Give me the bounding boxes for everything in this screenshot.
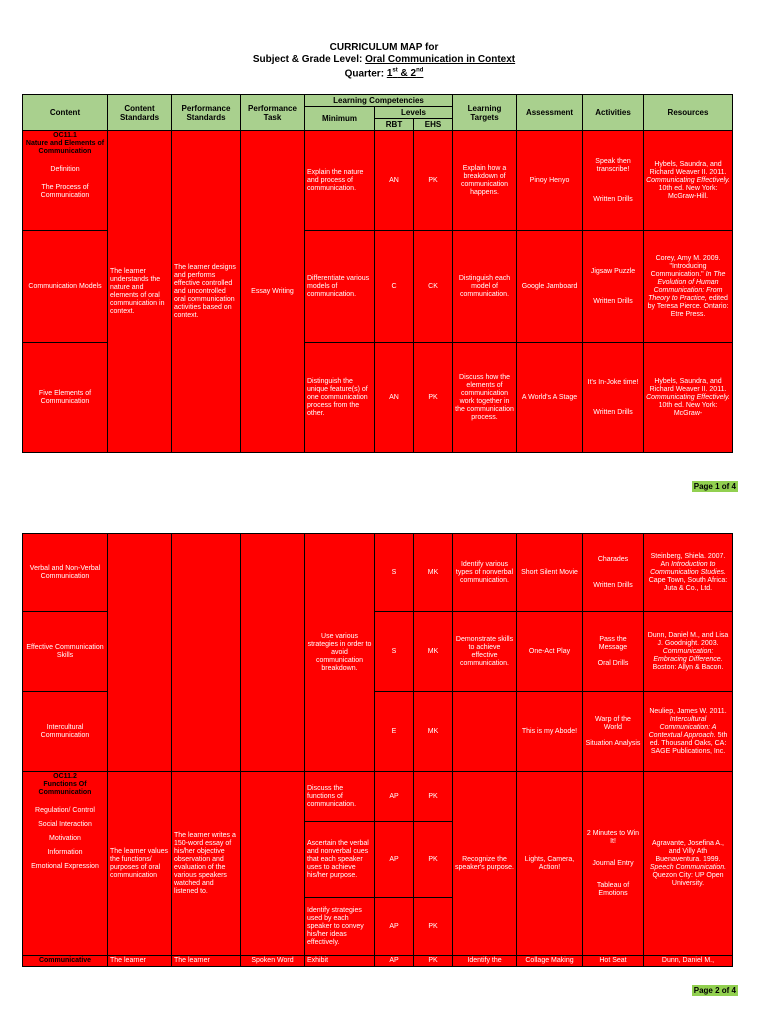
content-title: Communicative — [38, 957, 92, 964]
resource-text: Dunn, Daniel M., and Lisa J. Goodnight. 2003. — [647, 631, 729, 647]
target-cell: Distinguish each model of communication. — [453, 231, 517, 343]
rbt-cell: C — [375, 231, 414, 343]
col-learning-targets: Learning Targets — [453, 95, 517, 131]
content-cell — [23, 956, 108, 967]
content-code: OC11.1 — [53, 132, 77, 139]
resource-text: 5th ed. Thousand Oaks, CA: SAGE Publications, Inc. — [649, 731, 728, 755]
activity: Written Drills — [593, 195, 633, 203]
activities-cell — [583, 231, 644, 343]
resources-cell — [644, 343, 733, 453]
col-levels: Levels — [375, 107, 453, 119]
resource-text: Steinberg, Shiela. 2007. An — [650, 552, 726, 568]
ehs-cell: CK — [414, 231, 453, 343]
target-cell — [453, 692, 517, 772]
resource-title: Speech Communication. — [649, 863, 727, 871]
minimum-cell: Exhibit — [305, 956, 375, 967]
col-ehs: EHS — [414, 119, 453, 131]
resources-cell — [644, 772, 733, 956]
rbt-cell: AP — [375, 822, 414, 898]
content-code: OC11.2 — [53, 773, 77, 780]
content-standard-cell: The learner — [108, 956, 172, 967]
col-content-standards: Content Standards — [108, 95, 172, 131]
minimum-cell: Ascertain the verbal and nonverbal cues that each speaker uses to achieve his/her purpose. — [305, 822, 375, 898]
assessment-cell: Short Silent Movie — [517, 534, 583, 612]
content-item: Information — [47, 849, 83, 856]
target-cell: Identify the — [453, 956, 517, 967]
quarter-label: Quarter: — [344, 68, 387, 80]
resource-text: 10th ed. New York: McGraw- — [658, 401, 718, 417]
rbt-cell: AN — [375, 343, 414, 453]
col-activities: Activities — [583, 95, 644, 131]
resource-text: Agravante, Josefina A., and Villy Ath Buenaventura. 1999. — [652, 839, 724, 863]
assessment-cell: Lights, Camera, Action! — [517, 772, 583, 956]
page-number-label: Page 2 of 4 — [693, 986, 736, 995]
minimum-cell: Discuss the functions of communication. — [305, 772, 375, 822]
rbt-cell: AP — [375, 956, 414, 967]
ehs-cell: PK — [414, 343, 453, 453]
document-title: CURRICULUM MAP for — [329, 42, 439, 53]
performance-task-cell — [241, 534, 305, 772]
performance-standard-cell: The learner designs and performs effective controlled and uncontrolled oral communication activities based on context. — [172, 131, 241, 453]
performance-task-cell: Essay Writing — [241, 131, 305, 453]
activity: Jigsaw Puzzle — [590, 267, 636, 275]
table-row — [23, 131, 733, 231]
resources-cell — [644, 692, 733, 772]
resource-text: Hybels, Saundra, and Richard Weaver II. 2011. — [649, 160, 727, 176]
col-minimum: Minimum — [305, 107, 375, 131]
performance-task-cell — [241, 772, 305, 956]
subject-value: Oral Communication in Context — [365, 54, 516, 65]
resource-text: Boston: Allyn & Bacon. — [652, 663, 724, 671]
content-item: Social Interaction — [38, 821, 92, 828]
activity: Journal Entry — [592, 859, 634, 867]
target-cell: Discuss how the elements of communication work together in the communication process. — [453, 343, 517, 453]
activity: It's In-Joke time! — [587, 378, 639, 386]
rbt-cell: S — [375, 534, 414, 612]
table-row — [23, 772, 733, 822]
content-item: Emotional Expression — [31, 863, 99, 870]
target-cell: Demonstrate skills to achieve effective communication. — [453, 612, 517, 692]
activity: Oral Drills — [597, 659, 629, 667]
content-cell — [23, 131, 108, 231]
content-item: The Process of Communication — [40, 184, 90, 199]
content-title: Nature and Elements of Communication — [25, 140, 105, 155]
activity: Pass the Message — [598, 635, 628, 651]
table-row — [23, 956, 733, 967]
activity: Situation Analysis — [585, 739, 641, 747]
resources-cell: Dunn, Daniel M., — [644, 956, 733, 967]
performance-standard-cell: The learner — [172, 956, 241, 967]
activities-cell — [583, 772, 644, 956]
rbt-cell: AN — [375, 131, 414, 231]
resource-title: In The Evolution of Human Communication: From Theory to Practice, — [648, 270, 726, 302]
resource-text: Cape Town, South Africa: Juta & Co., Ltd. — [648, 576, 728, 592]
subject-line — [0, 54, 768, 65]
quarter-value: 1st & 2nd — [386, 68, 424, 80]
target-cell: Explain how a breakdown of communication happens. — [453, 131, 517, 231]
activities-cell: Hot Seat — [583, 956, 644, 967]
content-cell: Verbal and Non-Verbal Communication — [23, 534, 108, 612]
resource-text: Quezon City: UP Open University. — [652, 871, 724, 887]
resource-text: 10th ed. New York: McGraw-Hill. — [658, 184, 718, 200]
activity: Warp of the World — [595, 715, 631, 731]
assessment-cell: One-Act Play — [517, 612, 583, 692]
resource-title: Introduction to Communication Studies. — [650, 560, 726, 576]
ehs-cell: PK — [414, 772, 453, 822]
resources-cell — [644, 534, 733, 612]
activities-cell — [583, 343, 644, 453]
curriculum-table-page2 — [22, 533, 733, 967]
performance-standard-cell: The learner writes a 150-word essay of his/her objective observation and evaluation of the various speakers watched and listened to. — [172, 772, 241, 956]
minimum-cell: Use various strategies in order to avoid communication breakdown. — [305, 534, 375, 772]
resources-cell — [644, 231, 733, 343]
rbt-cell: AP — [375, 772, 414, 822]
content-item: Definition — [50, 166, 80, 173]
activities-cell — [583, 534, 644, 612]
ehs-cell: MK — [414, 692, 453, 772]
target-cell: Identify various types of nonverbal communication. — [453, 534, 517, 612]
minimum-cell: Identify strategies used by each speaker to convey his/her ideas effectively. — [305, 898, 375, 956]
content-item: Five Elements of Communication — [38, 389, 92, 405]
resources-cell — [644, 612, 733, 692]
curriculum-table-page1 — [22, 94, 733, 453]
resource-text: edited by Teresa Pierce. Ontario: Etre Press. — [647, 294, 729, 318]
resource-title: Communication: Embracing Difference. — [653, 647, 723, 663]
activities-cell — [583, 692, 644, 772]
col-assessment: Assessment — [517, 95, 583, 131]
resource-title: Communicating Effectively. — [646, 176, 730, 184]
minimum-cell: Explain the nature and process of communication. — [305, 131, 375, 231]
rbt-cell: S — [375, 612, 414, 692]
assessment-cell: Collage Making — [517, 956, 583, 967]
content-item: Motivation — [49, 835, 81, 842]
ehs-cell: PK — [414, 956, 453, 967]
activity: Written Drills — [593, 408, 633, 416]
resource-text: Neuliep, James W. 2011. — [649, 707, 727, 715]
assessment-cell: This is my Abode! — [517, 692, 583, 772]
performance-task-cell: Spoken Word — [241, 956, 305, 967]
content-item: Communication Models — [28, 282, 102, 290]
ehs-cell: MK — [414, 534, 453, 612]
ehs-cell: PK — [414, 131, 453, 231]
content-standard-cell — [108, 534, 172, 772]
minimum-cell: Distinguish the unique feature(s) of one communication process from the other. — [305, 343, 375, 453]
assessment-cell: A World's A Stage — [517, 343, 583, 453]
resource-title: Communicating Effectively. — [646, 393, 730, 401]
table-row — [23, 534, 733, 612]
content-standard-cell: The learner values the functions/ purposes of oral communication — [108, 772, 172, 956]
content-cell: Effective Communication Skills — [23, 612, 108, 692]
activities-cell — [583, 612, 644, 692]
activity: 2 Minutes to Win It! — [586, 829, 640, 845]
assessment-cell: Google Jamboard — [517, 231, 583, 343]
activities-cell — [583, 131, 644, 231]
ehs-cell: PK — [414, 822, 453, 898]
ehs-cell: PK — [414, 898, 453, 956]
ehs-cell: MK — [414, 612, 453, 692]
col-content: Content — [23, 95, 108, 131]
performance-standard-cell — [172, 534, 241, 772]
rbt-cell: AP — [375, 898, 414, 956]
activity: Tableau of Emotions — [596, 881, 630, 897]
content-cell — [23, 231, 108, 343]
resources-cell — [644, 131, 733, 231]
col-rbt: RBT — [375, 119, 414, 131]
col-resources: Resources — [644, 95, 733, 131]
activity: Written Drills — [593, 297, 633, 305]
resource-text: Corey, Amy M. 2009. "Introducing Communication." — [650, 254, 721, 278]
col-performance-task: Performance Task — [241, 95, 305, 131]
col-performance-standards: Performance Standards — [172, 95, 241, 131]
assessment-cell: Pinoy Henyo — [517, 131, 583, 231]
activity: Written Drills — [593, 581, 633, 589]
col-learning-competencies: Learning Competencies — [305, 95, 453, 107]
content-cell: Intercultural Communication — [23, 692, 108, 772]
content-cell — [23, 343, 108, 453]
content-cell — [23, 772, 108, 956]
target-cell: Recognize the speaker's purpose. — [453, 772, 517, 956]
resource-title: Intercultural Communication: A Contextual Approach. — [648, 715, 717, 739]
resource-text: Hybels, Saundra, and Richard Weaver II. 2011. — [649, 377, 727, 393]
content-standard-cell: The learner understands the nature and elements of oral communication in context. — [108, 131, 172, 453]
subject-label: Subject & Grade Level: — [252, 54, 366, 65]
minimum-cell: Differentiate various models of communication. — [305, 231, 375, 343]
content-item: Regulation/ Control — [35, 807, 95, 814]
quarter-line — [0, 66, 768, 79]
activity: Speak then transcribe! — [595, 157, 631, 173]
rbt-cell: E — [375, 692, 414, 772]
activity: Charades — [597, 555, 629, 563]
content-title: Functions Of Communication — [38, 781, 92, 796]
page-number-label: Page 1 of 4 — [693, 482, 736, 491]
